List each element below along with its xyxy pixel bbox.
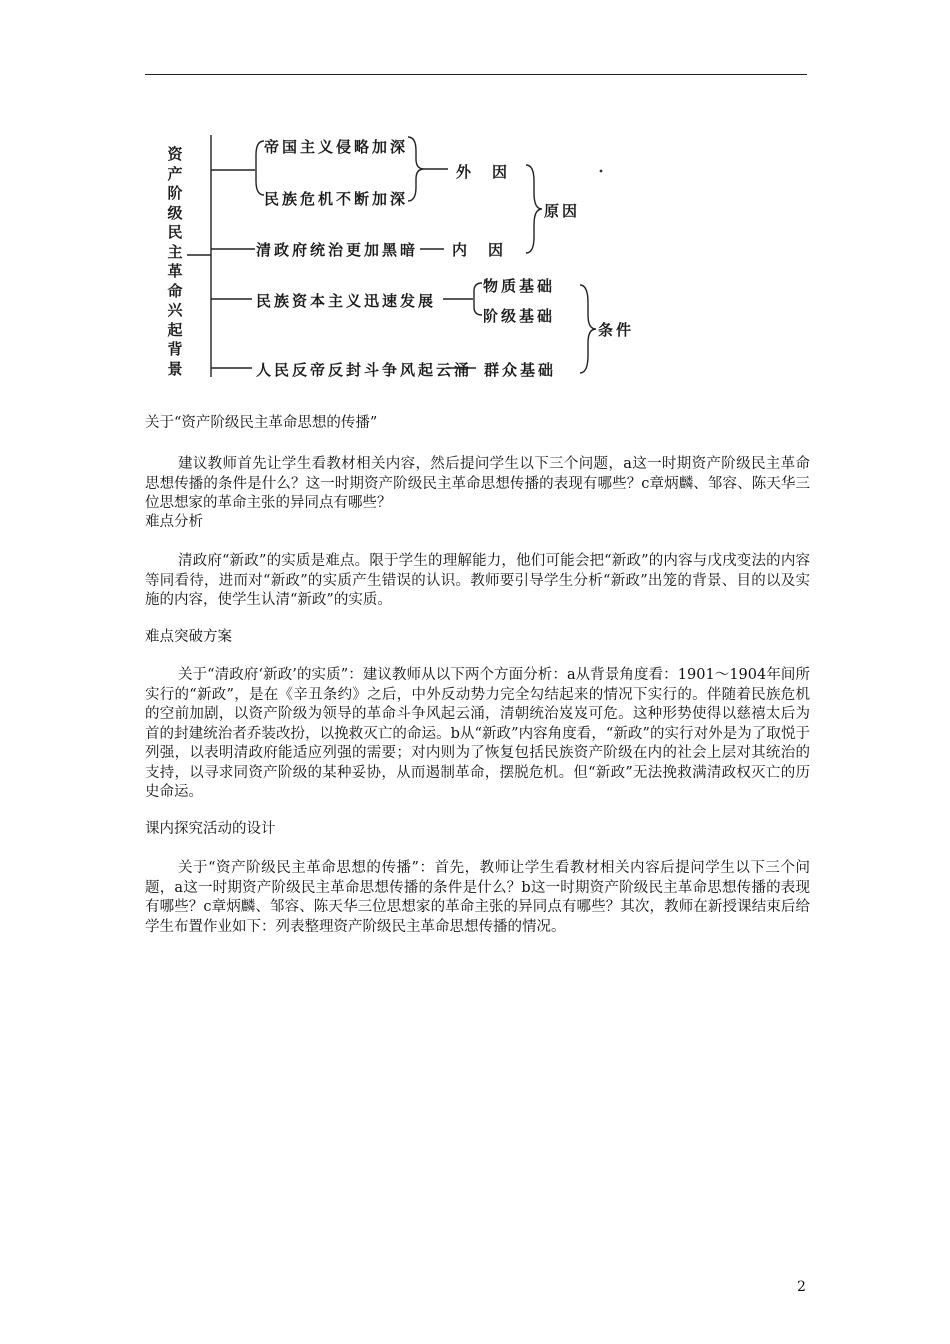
item-mass-base: 群众基础 — [484, 361, 557, 379]
background-diagram — [160, 125, 640, 387]
item-class-base: 阶级基础 — [483, 307, 556, 325]
brace-base — [474, 283, 482, 315]
paragraph-inquiry: 关于“资产阶级民主革命思想的传播”：首先，教师让学生看教材相关内容后提问学生以下三个问题，a这一时期资产阶级民主革命思想传播的条件是什么？b这一时期资产阶级民主革命思想传播的表现有哪些？c章炳麟、邹容、陈天华三位思想家的革命主张的异同点有哪些？其次，教师在新授课结束后给学生布置作业如下：列表整理资产阶级民主革命思想传播的情况。 — [145, 860, 810, 935]
page-number: 2 — [797, 1279, 806, 1295]
item-people-struggle: 人民反帝反封斗争风起云涌 — [256, 361, 473, 379]
item-internal: 内 因 — [452, 241, 507, 259]
dot-mark — [600, 170, 603, 173]
paragraph-difficulty: 清政府“新政”的实质是难点。限于学生的理解能力，他们可能会把“新政”的内容与戊戌变法的内容等同看待，进而对“新政”的实质产生错误的认识。教师要引导学生分析“新政”出笼的背景、目的以及实施的内容，使学生认清“新政”的实质。 — [145, 553, 810, 608]
brace-condition — [580, 285, 596, 373]
item-national-crisis: 民族危机不断加深 — [264, 190, 409, 208]
paragraph-new-policy: 关于“清政府‘新政’的实质”：建议教师从以下两个方面分析：a从背景角度看：1901～1904年间所实行的“新政”，是在《辛丑条约》之后，中外反动势力完全勾结起来的情况下实行的。伴随着民族危机的空前加剧，以资产阶级为领导的革命斗争风起云涌，清朝统治岌岌可危。这种形势使得以慈禧太后为首的封建统治者乔装改扮，以挽救灭亡的命运。b从“新政”内容角度看，“新政”的实行对外是为了取悦于列强，以表明清政府能适应列强的需要；对内则为了恢复包括民族资产阶级在内的社会上层对其统治的支持，以寻求同资产阶级的某种妥协，从而遏制革命，摆脱危机。但“新政”无法挽救满清政权灭亡的历史命运。 — [145, 667, 810, 800]
heading-breakthrough-plan: 难点突破方案 — [145, 629, 232, 645]
item-material-base: 物质基础 — [483, 277, 556, 295]
item-capitalism: 民族资本主义迅速发展 — [256, 292, 437, 310]
brace-external-right — [408, 137, 424, 201]
brace-external-left — [256, 141, 264, 195]
item-qing-dark: 清政府统治更加黑暗 — [256, 241, 419, 259]
heading-thought-spread: 关于“资产阶级民主革命思想的传播” — [145, 415, 378, 431]
item-external: 外 因 — [456, 163, 511, 181]
paragraph-suggestion: 建议教师首先让学生看教材相关内容，然后提问学生以下三个问题，a这一时期资产阶级民主革命思想传播的条件是什么？这一时期资产阶级民主革命思想传播的表现有哪些？c章炳麟、邹容、陈天华三位思想家的革命主张的异同点有哪些？ — [145, 456, 810, 511]
item-cause: 原因 — [544, 202, 581, 220]
item-imperialism: 帝国主义侵略加深 — [264, 138, 409, 156]
brace-cause — [526, 165, 542, 253]
header-rule — [145, 74, 807, 75]
diagram-root-label: 资产阶级民主革命兴起背景 — [167, 145, 183, 378]
heading-inquiry-activity: 课内探究活动的设计 — [145, 821, 276, 837]
heading-difficulty-analysis: 难点分析 — [145, 514, 203, 530]
item-condition: 条件 — [598, 321, 635, 339]
